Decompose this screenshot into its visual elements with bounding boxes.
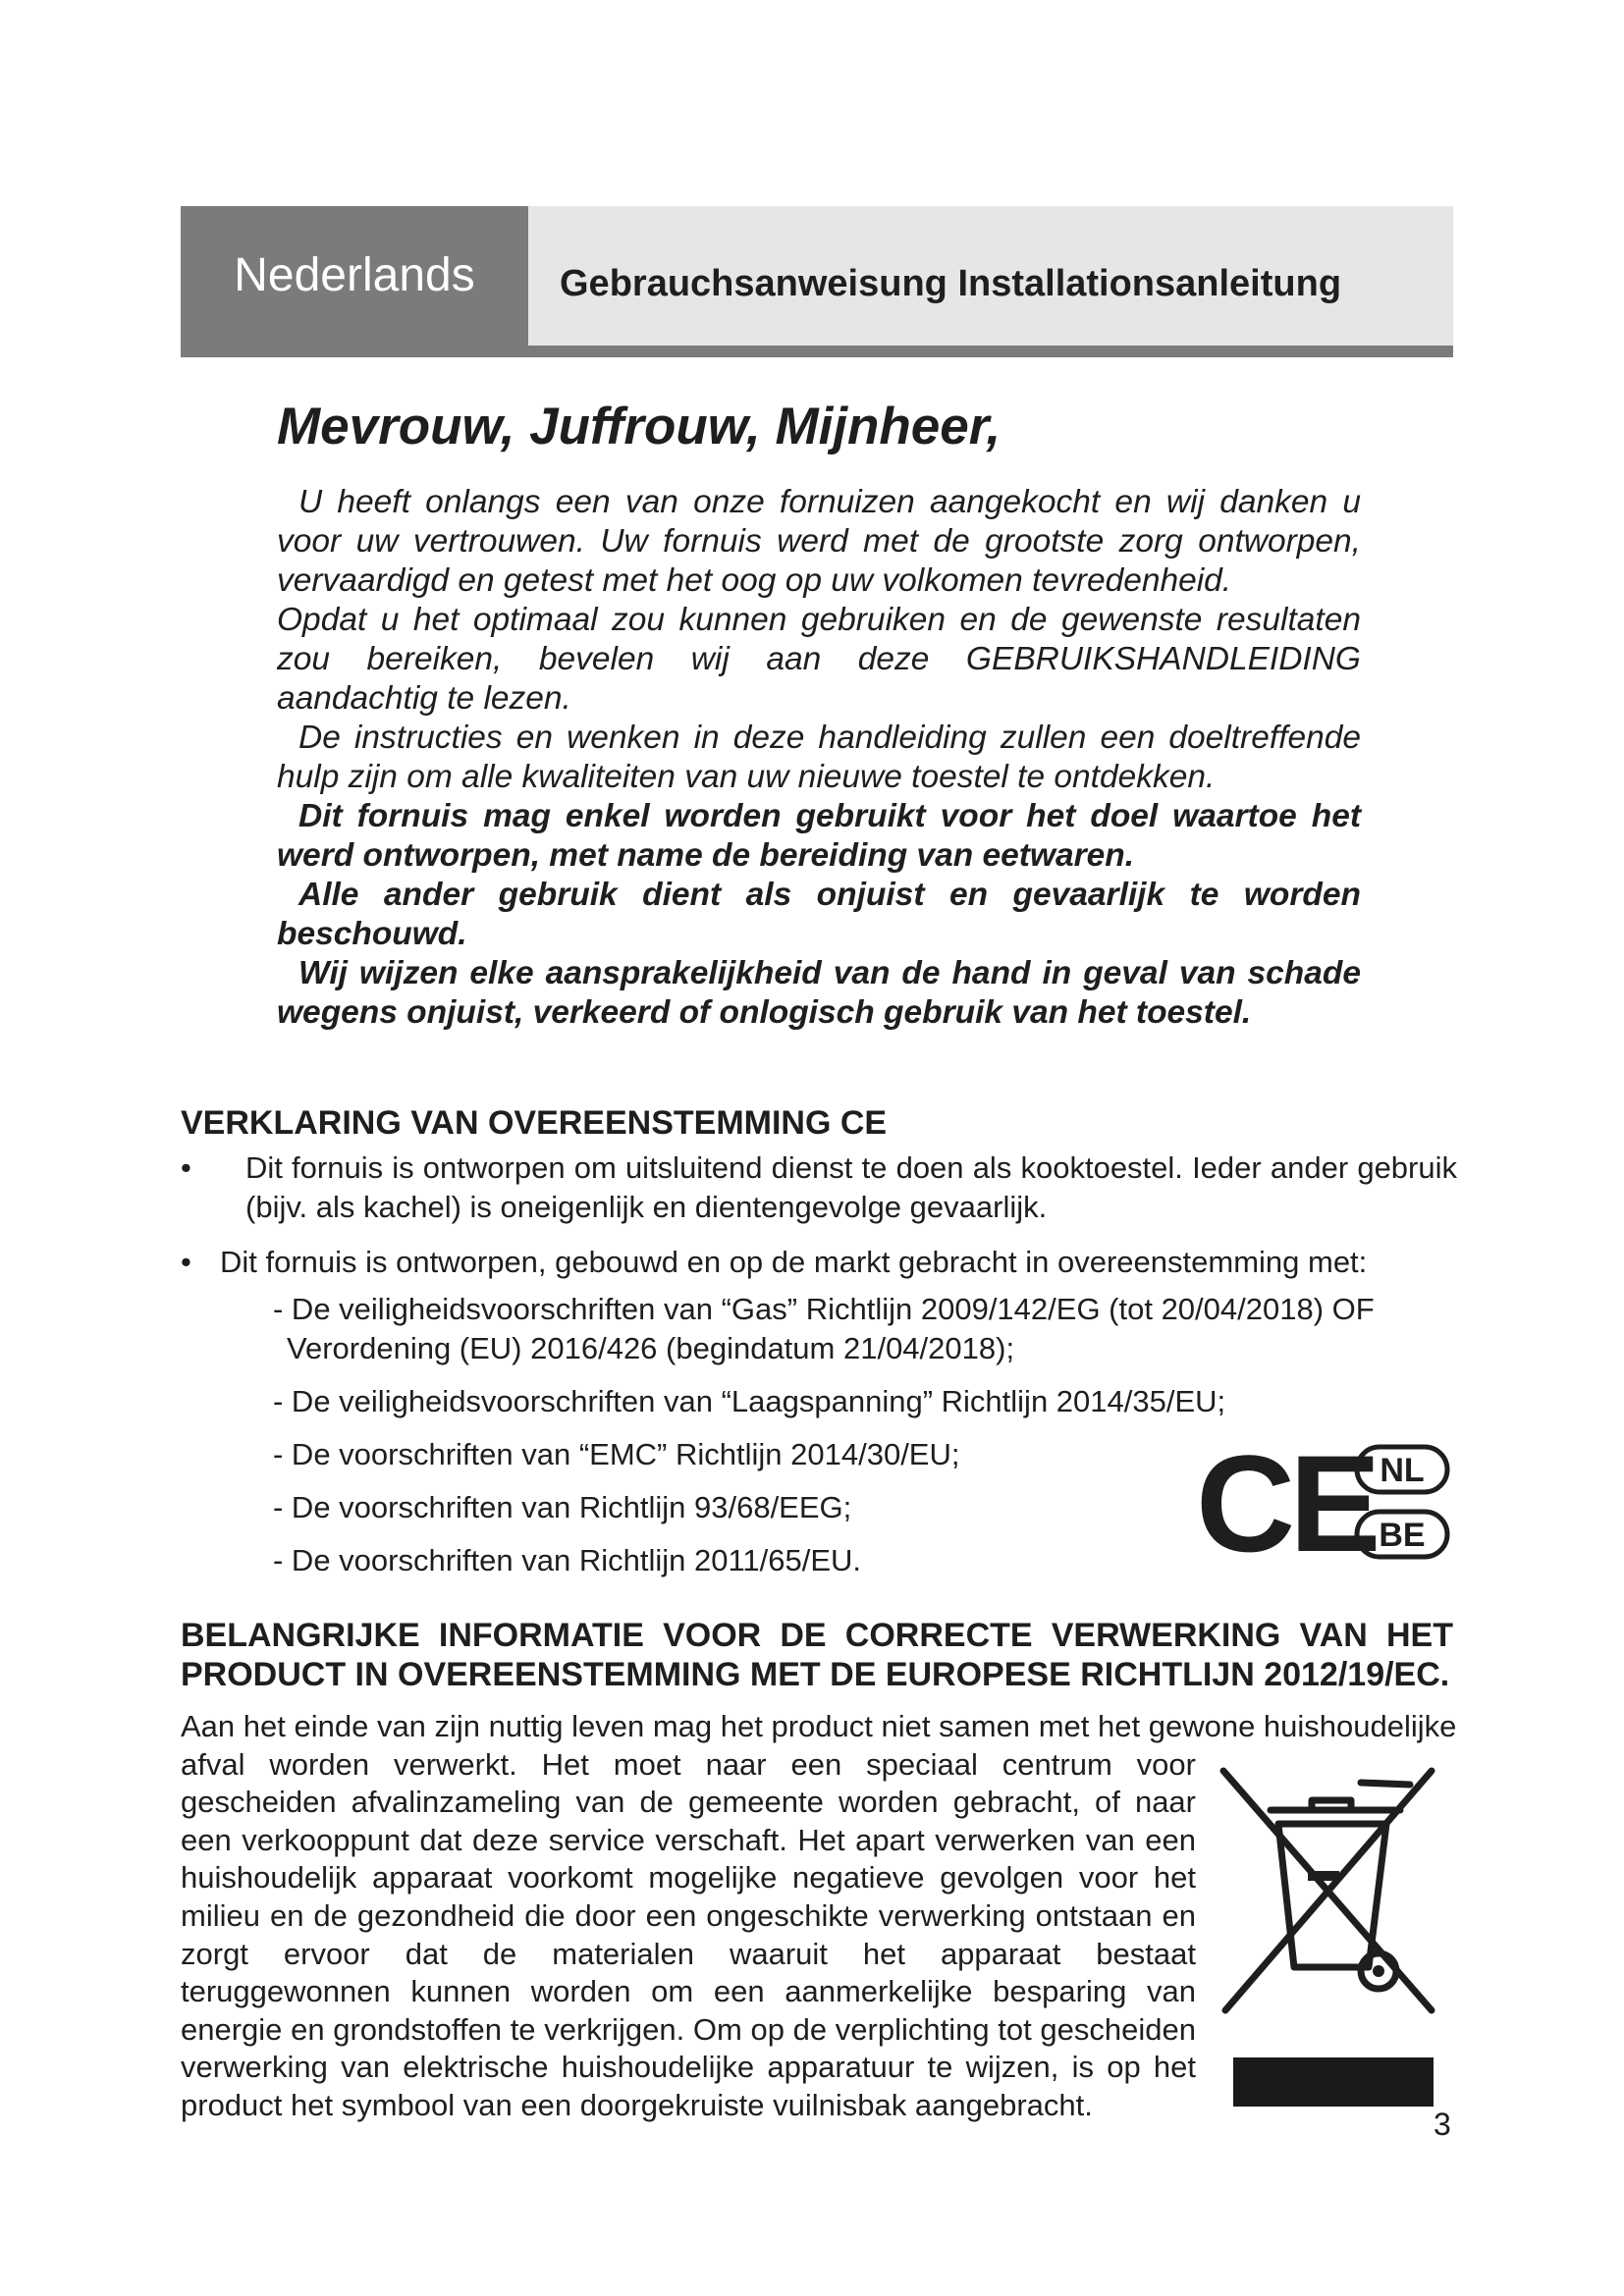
directive-item: - De voorschriften van “EMC” Richtlijn 2014/30/EU; (273, 1437, 960, 1471)
directive-item (273, 1290, 1461, 1368)
directive-item: - De voorschriften van Richtlijn 2011/65/EU. (273, 1543, 862, 1577)
bullet-dot: • (181, 1150, 191, 1185)
intro-paragraph-2: Opdat u het optimaal zou kunnen gebruiken en de gewenste resultaten zou bereiken, bevelen wij aan deze GEBRUIKSHANDLEIDING aandachtig te lezen. (277, 602, 1361, 717)
header-divider (181, 346, 1453, 357)
directive-item: - De veiligheidsvoorschriften van “Laagspanning” Richtlijn 2014/35/EU; (273, 1384, 1226, 1418)
greeting-heading: Mevrouw, Juffrouw, Mijnheer, (277, 398, 1001, 455)
ce-bullet-1 (181, 1148, 1457, 1227)
intro-paragraph-1: U heeft onlangs een van onze fornuizen aangekocht en wij danken u voor uw vertrouwen. Uw fornuis werd met de grootste zorg ontworpen, vervaardigd en getest met het oog op uw volkomen tevredenheid. (277, 484, 1361, 599)
bin-symbol-bar (1233, 2057, 1434, 2107)
intro-paragraph-4: Dit fornuis mag enkel worden gebruikt voor het doel waartoe het werd ontworpen, met name de bereiding van eetwaren. (277, 798, 1361, 874)
ce-mark-icon (1196, 1425, 1451, 1573)
ce-declaration-heading: VERKLARING VAN OVEREENSTEMMING CE (181, 1104, 888, 1142)
weee-heading: BELANGRIJKE INFORMATIE VOOR DE CORRECTE VERWERKING VAN HET PRODUCT IN OVEREENSTEMMING MET DE EUROPESE RICHTLIJN 2012/19/EC. (181, 1617, 1453, 1693)
intro-paragraph-5: Alle ander gebruik dient als onjuist en gevaarlijk te worden beschouwd. (277, 877, 1361, 952)
ce-mark-letters: CE (1196, 1426, 1376, 1573)
ce-bullet-1-text: Dit fornuis is ontworpen om uitsluitend dienst te doen als kooktoestel. Ieder ander gebruik (bijv. als kachel) is oneigenlijk en dientengevolge gevaarlijk. (245, 1150, 1457, 1224)
page-header (181, 206, 1453, 357)
ce-bullet-2-text: Dit fornuis is ontworpen, gebouwd en op de markt gebracht in overeenstemming met: (220, 1245, 1368, 1279)
weee-first-line: Aan het einde van zijn nuttig leven mag het product niet samen met het gewone huishoudelijke (181, 1709, 1457, 1743)
language-tab (181, 206, 528, 346)
manual-title-box (528, 206, 1453, 346)
directive-gas: - De veiligheidsvoorschriften van “Gas” Richtlijn 2009/142/EG (tot 20/04/2018) OF (273, 1292, 1375, 1326)
directive-item: - De voorschriften van Richtlijn 93/68/EEG; (273, 1490, 852, 1524)
country-code-nl: NL (1380, 1452, 1425, 1489)
directive-gas-regulation: Verordening (EU) 2016/426 (begindatum 21/04/2018); (287, 1331, 1015, 1365)
intro-text (277, 483, 1361, 1033)
ce-bullet-2 (181, 1243, 1457, 1282)
language-label: Nederlands (234, 249, 475, 301)
page-number: 3 (1434, 2107, 1451, 2142)
bullet-dot: • (181, 1245, 191, 1279)
weee-body-text: afval worden verwerkt. Het moet naar een speciaal centrum voor gescheiden afvalinzameling van de gemeente worden gebracht, of naar een verkooppunt dat deze service verschaft. Het apart verwerken van een huishoudelijk apparaat voorkomt mogelijke negatieve gevolgen voor het milieu en de gezondheid die door een ongeschikte verwerking ontstaan en zorgt ervoor dat de materialen waaruit het apparaat bestaat teruggewonnen kunnen worden om een aanmerkelijke besparing van energie en grondstoffen te verkrijgen. Om op de verplichting tot gescheiden verwerking van elektrische huishoudelijke apparatuur te wijzen, is op het product het symbool van een doorgekruiste vuilnisbak aangebracht. (181, 1746, 1196, 2122)
country-code-be: BE (1379, 1517, 1426, 1554)
manual-title: Gebrauchsanweisung Installationsanleitung (560, 263, 1342, 304)
intro-paragraph-3: De instructies en wenken in deze handleiding zullen een doeltreffende hulp zijn om alle kwaliteiten van uw nieuwe toestel te ontdekken. (277, 720, 1361, 795)
crossed-out-wheelie-bin-icon (1214, 1763, 1449, 2020)
intro-paragraph-6: Wij wijzen elke aansprakelijkheid van de hand in geval van schade wegens onjuist, verkeerd of onlogisch gebruik van het toestel. (277, 955, 1361, 1031)
